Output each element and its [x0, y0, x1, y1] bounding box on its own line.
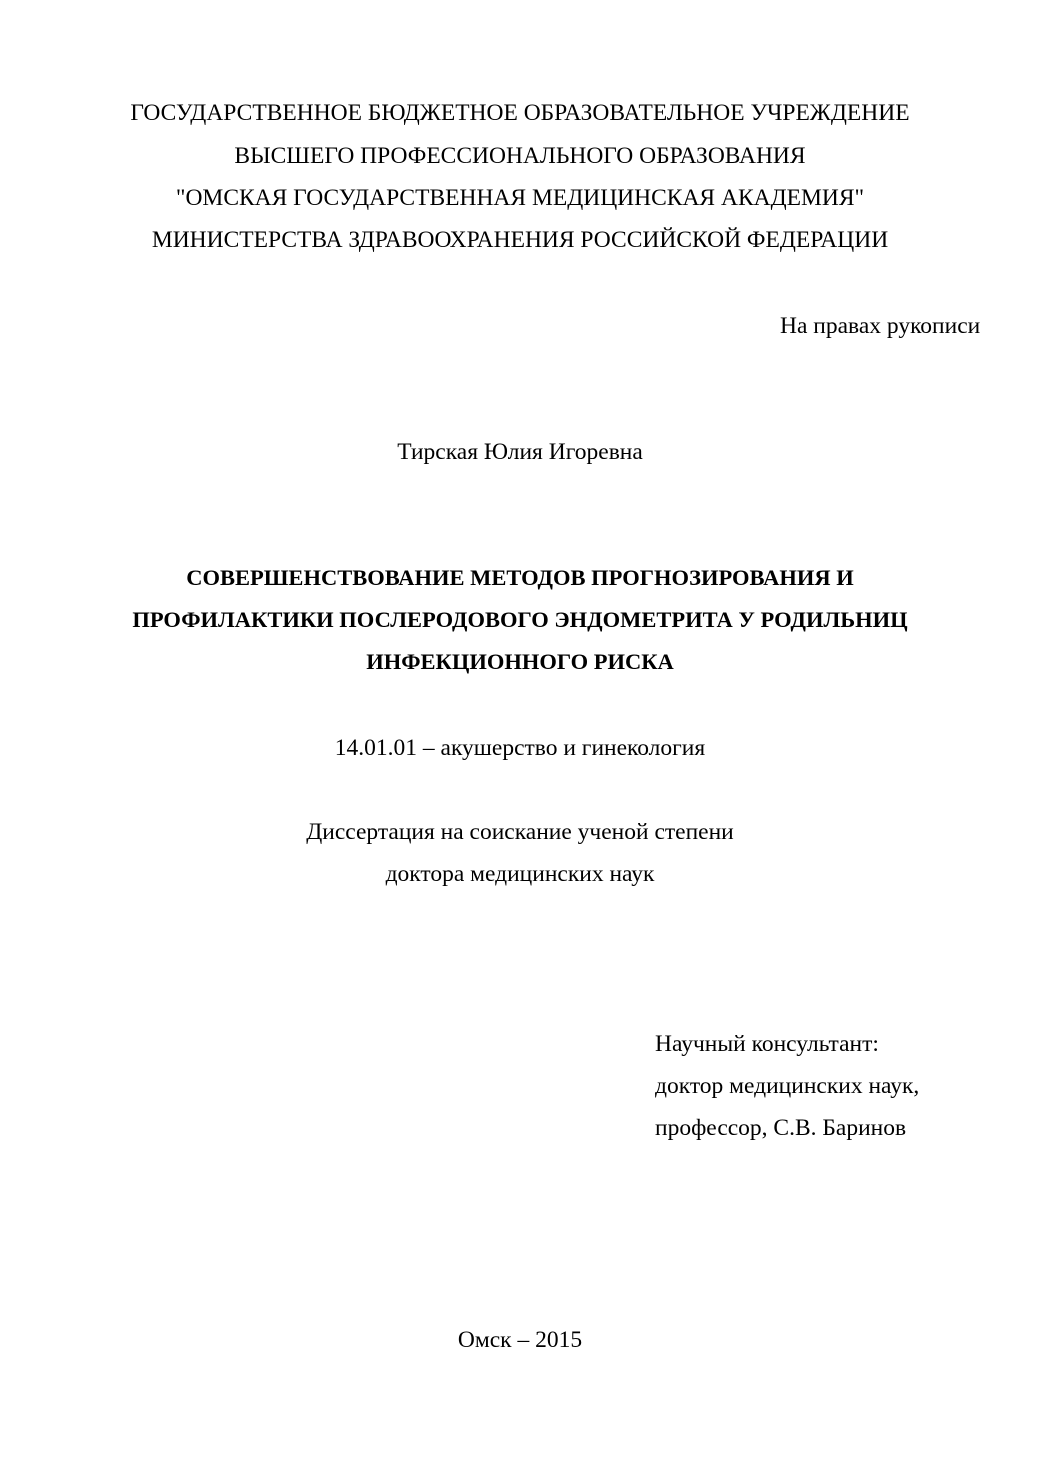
degree-line-2: доктора медицинских наук [385, 861, 655, 887]
institution-line-4: МИНИСТЕРСТВА ЗДРАВООХРАНЕНИЯ РОССИЙСКОЙ ФЕДЕРАЦИИ [151, 227, 889, 253]
manuscript-note: На правах рукописи [780, 313, 981, 339]
author-name: Тирская Юлия Игоревна [397, 439, 643, 465]
consultant-line-2: доктор медицинских наук, [655, 1073, 920, 1099]
title-line-2: ПРОФИЛАКТИКИ ПОСЛЕРОДОВОГО ЭНДОМЕТРИТА У РОДИЛЬНИЦ [132, 607, 908, 632]
title-line-3: ИНФЕКЦИОННОГО РИСКА [366, 649, 674, 674]
degree-line-1: Диссертация на соискание ученой степени [306, 819, 734, 845]
city-year: Омск – 2015 [457, 1327, 583, 1353]
consultant-line-1: Научный консультант: [655, 1031, 879, 1057]
specialty-code: 14.01.01 – акушерство и гинекология [334, 735, 706, 761]
title-line-1: СОВЕРШЕНСТВОВАНИЕ МЕТОДОВ ПРОГНОЗИРОВАНИЯ И [186, 565, 854, 590]
institution-line-2: ВЫСШЕГО ПРОФЕССИОНАЛЬНОГО ОБРАЗОВАНИЯ [234, 143, 806, 169]
institution-line-1: ГОСУДАРСТВЕННОЕ БЮДЖЕТНОЕ ОБРАЗОВАТЕЛЬНОЕ УЧРЕЖДЕНИЕ [130, 100, 910, 126]
consultant-line-3: профессор, С.В. Баринов [655, 1115, 907, 1141]
institution-line-3: "ОМСКАЯ ГОСУДАРСТВЕННАЯ МЕДИЦИНСКАЯ АКАДЕМИЯ" [175, 185, 865, 211]
